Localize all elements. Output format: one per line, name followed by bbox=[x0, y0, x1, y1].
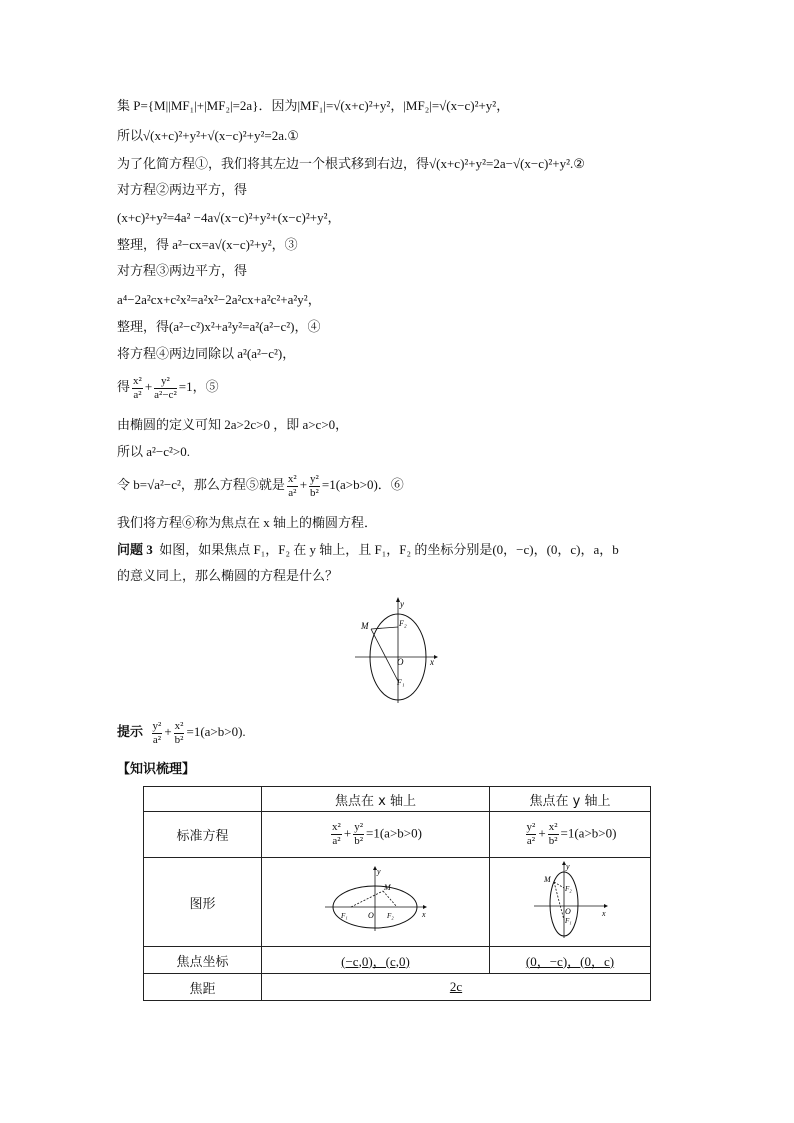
svg-text:M: M bbox=[544, 875, 551, 884]
focus-x-value: (−c,0)，(c,0) bbox=[341, 953, 410, 969]
equation-y-cell: $\frac{\text{y²}}{\text{a²}}$ + $\frac{\text{x²}}{\text{b²}}$ =1(a>b>0) bbox=[490, 812, 651, 858]
F2-label: F₂ bbox=[399, 619, 407, 628]
text-line-12: 所以 a²−c²>0. bbox=[117, 444, 190, 459]
focus-x-cell bbox=[262, 947, 490, 974]
question-3-line-2: 的意义同上，那么椭圆的方程是什么？ bbox=[117, 569, 339, 584]
svg-text:O: O bbox=[565, 907, 571, 916]
question-3-line-1 bbox=[117, 541, 619, 559]
svg-text:y: y bbox=[566, 862, 570, 871]
svg-text:F₂: F₂ bbox=[386, 912, 394, 920]
focus-y-value: (0，−c)，(0，c) bbox=[525, 953, 615, 969]
text-line-8: a⁴−2a²cx+c²x²=a²x²−2a²cx+a²c²+a²y²， bbox=[117, 292, 321, 307]
figure-y-cell bbox=[490, 858, 651, 947]
table-row-standard-equation bbox=[144, 812, 651, 858]
header-empty-cell bbox=[144, 787, 262, 812]
standard-equation-note: 我们将方程⑥称为焦点在 x 轴上的椭圆方程． bbox=[117, 515, 378, 530]
x-axis-arrow bbox=[434, 655, 438, 659]
text-line-4: 对方程②两边平方，得 bbox=[117, 183, 248, 198]
question-text: 如图，如果焦点 F₁，F₂ 在 y 轴上，且 F₁，F₂ 的坐标分别是(0，−c)，(0，c)，a，b bbox=[159, 542, 619, 557]
text-line-6: 整理，得 a²−cx=a√(x−c)²+y²，③ bbox=[117, 237, 298, 252]
header-y-axis: 焦点在 y 轴上 bbox=[490, 787, 651, 812]
svg-text:F₁: F₁ bbox=[565, 917, 572, 925]
svg-text:O: O bbox=[367, 911, 374, 920]
distance-value: 2c bbox=[449, 979, 463, 994]
table-row-focus bbox=[144, 947, 651, 974]
distance-cell bbox=[262, 974, 651, 1001]
horizontal-ellipse-figure bbox=[321, 865, 431, 935]
text-line-1: 集 P={M||MF₁|+|MF₂|=2a}．因为|MF₁|=√(x+c)²+y²，|MF₂|=√(x−c)²+y²， bbox=[117, 98, 510, 113]
x-label: x bbox=[430, 657, 434, 667]
hint: 提示 $\frac{\text{y²}}{\text{a²}}$ + $\frac{\text{x²}}{\text{b²}}$ =1(a>b>0). bbox=[117, 719, 246, 746]
text-line-11: 由椭圆的定义可知 2a>2c>0 ，即 a>c>0， bbox=[117, 417, 349, 432]
focus-y-cell bbox=[490, 947, 651, 974]
table-row-figure bbox=[144, 858, 651, 947]
svg-text:F₁: F₁ bbox=[340, 912, 348, 920]
figure-x-cell bbox=[262, 858, 490, 947]
hint-label: 提示 bbox=[117, 724, 144, 739]
row-label-figure: 图形 bbox=[144, 858, 262, 947]
equation-x-cell: $\frac{\text{x²}}{\text{a²}}$ + $\frac{\text{y²}}{\text{b²}}$ =1(a>b>0) bbox=[262, 812, 490, 858]
knowledge-table bbox=[143, 786, 651, 1001]
vertical-ellipse-table-figure bbox=[530, 860, 610, 940]
equation-5: 得 $\frac{\text{x²}}{\text{a²}}$ + $\frac{\text{y²}}{\text{a²−c²}}$ =1，⑤ bbox=[117, 374, 219, 401]
equation-6: 令 b=√a²−c²，那么方程⑤就是 $\frac{\text{x²}}{\text{a²}}$ + $\frac{\text{y²}}{\text{b²}}$ =1(a>b>0)．⑥ bbox=[117, 472, 404, 499]
text-line-5: (x+c)²+y²=4a² −4a√(x−c)²+y²+(x−c)²+y²， bbox=[117, 210, 341, 225]
svg-text:F₂: F₂ bbox=[565, 885, 572, 893]
row-label-focus: 焦点坐标 bbox=[144, 947, 262, 974]
segment-MF2 bbox=[371, 627, 398, 629]
question-label: 问题 3 bbox=[117, 542, 153, 557]
M-label: M bbox=[361, 621, 369, 631]
svg-text:y: y bbox=[376, 867, 381, 876]
segment-MF1 bbox=[371, 629, 398, 681]
row-label-standard-equation: 标准方程 bbox=[144, 812, 262, 858]
text-line-3: 为了化简方程①，我们将其左边一个根式移到右边，得√(x+c)²+y²=2a−√(x−c)²+y².② bbox=[117, 156, 585, 171]
svg-text:x: x bbox=[421, 910, 426, 919]
table-row-distance bbox=[144, 974, 651, 1001]
header-x-axis: 焦点在 x 轴上 bbox=[262, 787, 490, 812]
text-line-10: 将方程④两边同除以 a²(a²−c²)， bbox=[117, 346, 296, 361]
y-label: y bbox=[400, 599, 404, 609]
F1-label: F₁ bbox=[397, 678, 405, 687]
table-header-row bbox=[144, 787, 651, 812]
svg-text:x: x bbox=[602, 909, 606, 918]
row-label-distance: 焦距 bbox=[144, 974, 262, 1001]
svg-text:M: M bbox=[383, 883, 391, 892]
text-line-7: 对方程③两边平方，得 bbox=[117, 264, 248, 279]
vertical-ellipse-figure bbox=[350, 595, 442, 707]
section-title: 【知识梳理】 bbox=[117, 762, 196, 777]
text-line-9: 整理，得(a²−c²)x²+a²y²=a²(a²−c²)，④ bbox=[117, 319, 321, 334]
origin-label: O bbox=[397, 657, 404, 667]
text-line-2: 所以√(x+c)²+y²+√(x−c)²+y²=2a.① bbox=[117, 128, 299, 143]
